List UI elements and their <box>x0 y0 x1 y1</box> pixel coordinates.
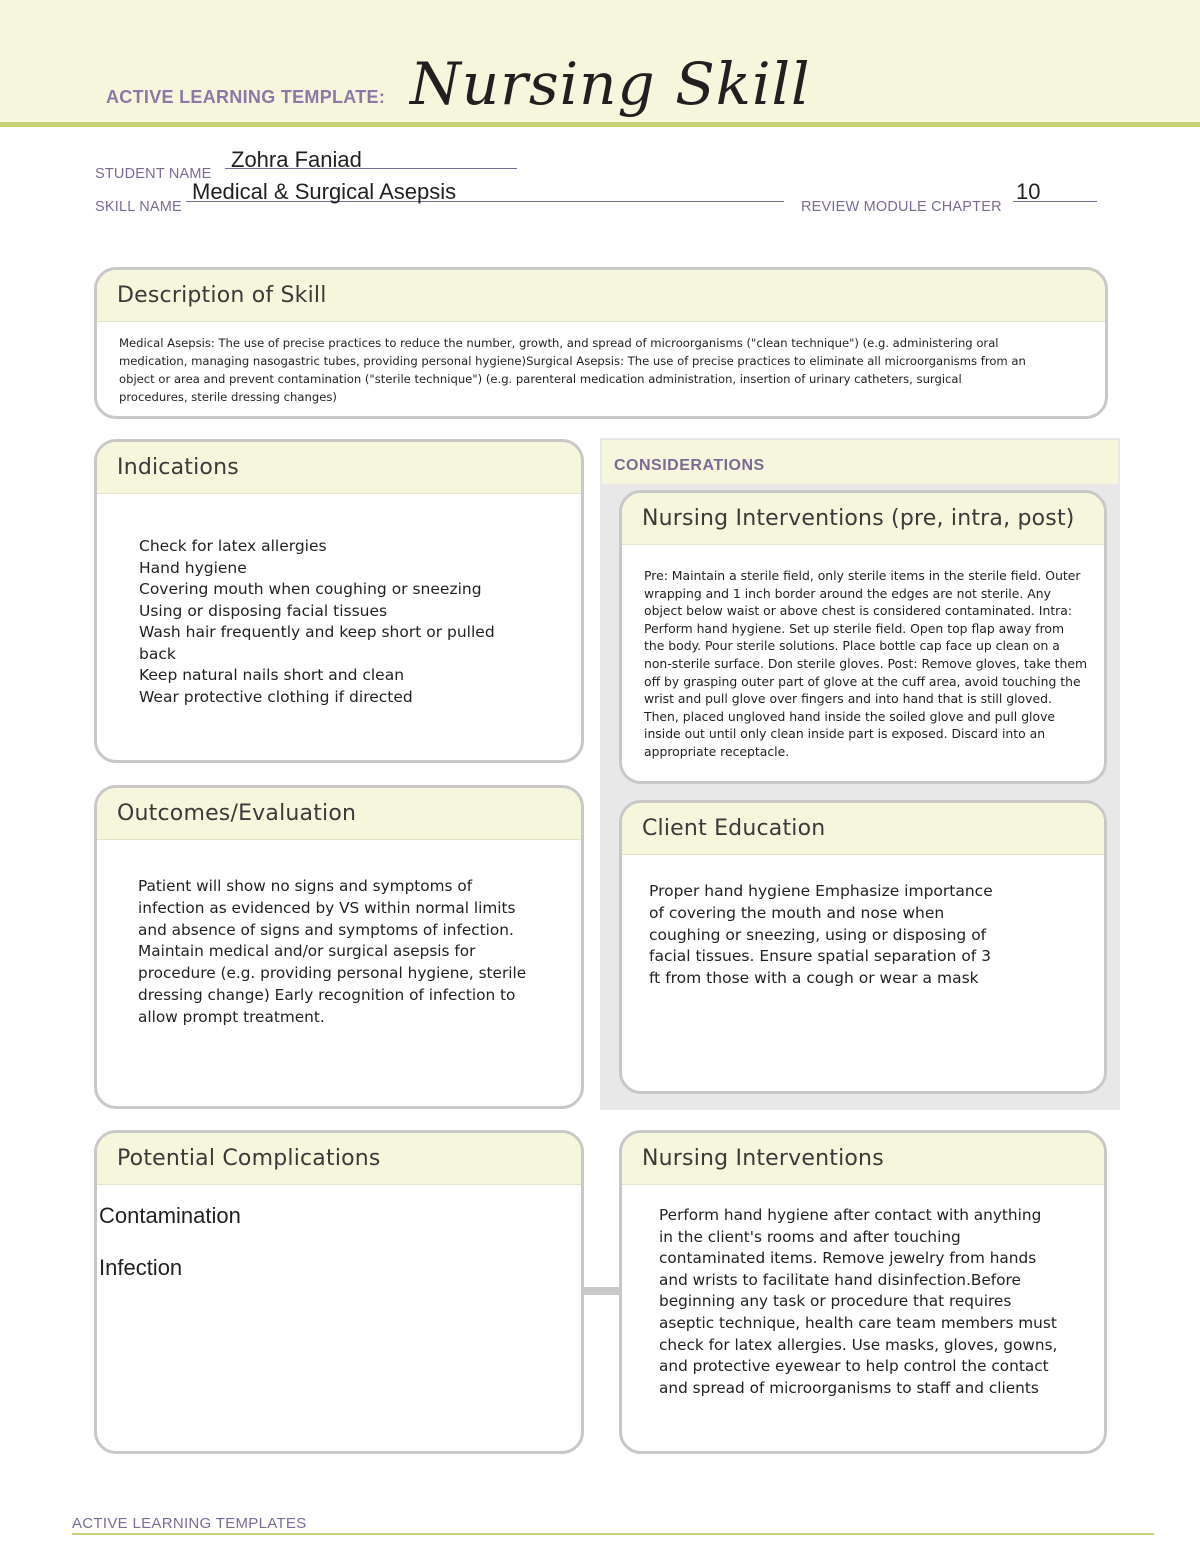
interventions-pip-text: Pre: Maintain a sterile field, only sterile items in the sterile field. Outer wrapping and 1 inch border around the edges are not sterile. Any object below waist or above chest is considered contaminated. Intra: Perform hand hygiene. Set up sterile field. Open top flap away from the body. Pour sterile solutions. Place bottle cap face up clean on a non-sterile surface. Don sterile gloves. Post: Remove gloves, take them off by grasping outer part of glove at the cuff area, avoid touching the wrist and pull glove over fingers and into hand that is still gloved. Then, placed ungloved hand inside the soiled glove and pull glove inside out until only clean inside part is exposed. Discard into an appropriate receptacle. <box>644 568 1088 759</box>
outcomes-text: Patient will show no signs and symptoms of infection as evidenced by VS within normal limits and absence of signs and symptoms of infection. Maintain medical and/or surgical asepsis for procedure (e.g. providing personal hygiene, sterile dressing change) Early recognition of infection to allow prompt treatment. <box>138 877 527 1026</box>
complications-title: Potential Complications <box>117 1146 381 1171</box>
client-education-text: Proper hand hygiene Emphasize importance of covering the mouth and nose when coughing or sneezing, using or disposing of facial tissues. Ensure spatial separation of 3 ft from those with a cough or wear a mask <box>649 882 993 988</box>
nursing-interventions-header <box>622 1133 1104 1185</box>
client-education-header <box>622 803 1104 855</box>
description-box <box>94 267 1108 419</box>
header-rule <box>0 122 1200 127</box>
indications-list <box>139 536 559 708</box>
complication-item: Contamination <box>99 1203 241 1228</box>
complications-box <box>94 1130 584 1454</box>
description-header <box>97 270 1105 322</box>
description-title: Description of Skill <box>117 283 327 308</box>
box-connector <box>582 1287 622 1295</box>
indications-box <box>94 439 584 763</box>
client-education-title: Client Education <box>642 816 826 841</box>
interventions-pip-header <box>622 493 1104 545</box>
nursing-interventions-box <box>619 1130 1107 1454</box>
indication-item: Keep natural nails short and clean <box>139 666 405 684</box>
complications-list <box>99 1203 559 1281</box>
indication-item: Wash hair frequently and keep short or pulled <box>139 623 495 641</box>
nursing-interventions-title: Nursing Interventions <box>642 1146 884 1171</box>
chapter-label: REVIEW MODULE CHAPTER <box>801 199 1002 215</box>
chapter-field[interactable]: 10 <box>1016 179 1041 204</box>
indication-item: Using or disposing facial tissues <box>139 601 388 620</box>
indication-item: Check for latex allergies <box>139 537 327 555</box>
nursing-interventions-text: Perform hand hygiene after contact with anything in the client's rooms and after touching contaminated items. Remove jewelry from hands and wrists to facilitate hand disinfection.Before beginning any task or procedure that requires aseptic technique, health care team members must check for latex allergies. Use masks, gloves, gowns, and protective eyewear to help control the contact and spread of microorganisms to staff and clients <box>659 1206 1058 1397</box>
indications-title: Indications <box>117 455 239 480</box>
indication-item: Hand hygiene <box>139 558 247 577</box>
indication-item: Wear protective clothing if directed <box>139 687 413 706</box>
footer-rule <box>72 1533 1154 1535</box>
student-name-field[interactable]: Zohra Faniad <box>231 147 362 172</box>
client-education-box <box>619 800 1107 1094</box>
complication-item: Infection <box>99 1255 183 1280</box>
indications-header <box>97 442 581 494</box>
outcomes-box <box>94 785 584 1109</box>
outcomes-title: Outcomes/Evaluation <box>117 801 357 826</box>
indication-item: back <box>139 644 176 663</box>
interventions-pip-box <box>619 490 1107 784</box>
template-title: Nursing Skill <box>410 50 811 118</box>
description-text: Medical Asepsis: The use of precise practices to reduce the number, growth, and spread of microorganisms ("clean technique") (e.g. administering oral medication, managing nasogastric tubes, providing personal hygiene)Surgical Asepsis: The use of precise practices to eliminate all microorganisms from an object or area and prevent contamination ("sterile technique") (e.g. parenteral medication administration, insertion of urinary catheters, surgical procedures, sterile dressing changes) <box>119 336 1026 404</box>
template-label: ACTIVE LEARNING TEMPLATE: <box>106 87 386 107</box>
student-name-label: STUDENT NAME <box>95 166 212 182</box>
considerations-label: CONSIDERATIONS <box>614 457 765 474</box>
skill-name-field[interactable]: Medical & Surgical Asepsis <box>192 179 457 204</box>
outcomes-header <box>97 788 581 840</box>
interventions-pip-title: Nursing Interventions (pre, intra, post) <box>642 506 1075 531</box>
skill-name-label: SKILL NAME <box>95 199 182 215</box>
footer-label: ACTIVE LEARNING TEMPLATES <box>72 1515 307 1532</box>
complications-header <box>97 1133 581 1185</box>
indication-item: Covering mouth when coughing or sneezing <box>139 580 482 598</box>
